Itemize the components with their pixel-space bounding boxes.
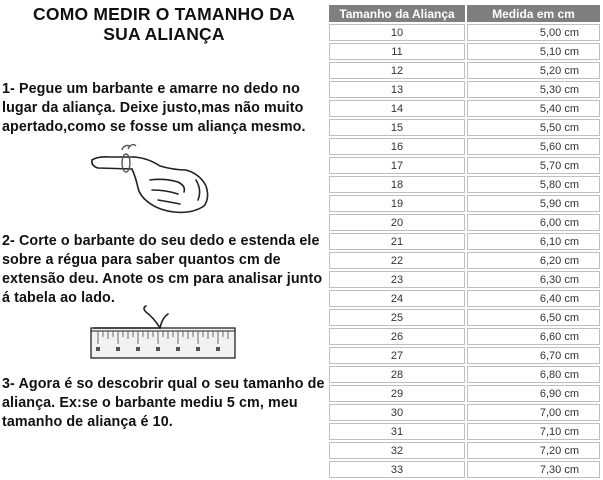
table-row [329,24,600,41]
ring-size-cell: 31 [329,423,465,440]
table-row [329,309,600,326]
table-row [329,214,600,231]
hand-with-string-icon [88,140,238,218]
measure-cm-cell: 6,20 cm [467,252,600,269]
table-row [329,176,600,193]
measure-cm-cell: 6,90 cm [467,385,600,402]
ring-size-cell: 26 [329,328,465,345]
ring-size-cell: 10 [329,24,465,41]
ruler-with-string-icon [88,304,238,362]
table-row [329,252,600,269]
measure-cm-cell: 7,10 cm [467,423,600,440]
ring-size-cell: 13 [329,81,465,98]
table-row [329,100,600,117]
ring-size-cell: 16 [329,138,465,155]
measure-cm-cell: 5,00 cm [467,24,600,41]
ring-size-cell: 29 [329,385,465,402]
ring-size-cell: 14 [329,100,465,117]
measure-cm-cell: 7,00 cm [467,404,600,421]
measure-cm-cell: 5,90 cm [467,195,600,212]
measure-cm-cell: 6,70 cm [467,347,600,364]
table-row [329,138,600,155]
measure-cm-cell: 5,30 cm [467,81,600,98]
step-2-text: 2- Corte o barbante do seu dedo e estenda ele sobre a régua para saber quantos cm de extensão deu. Anote os cm para analisar junto á tabela ao lado. [2,233,323,306]
measure-cm-cell: 5,40 cm [467,100,600,117]
table-header-row [329,5,600,22]
table-row [329,62,600,79]
measure-cm-cell: 5,60 cm [467,138,600,155]
column-header-size: Tamanho da Aliança [329,5,465,22]
ring-size-cell: 24 [329,290,465,307]
measure-cm-cell: 5,50 cm [467,119,600,136]
table-row [329,366,600,383]
ring-size-cell: 15 [329,119,465,136]
table-row [329,233,600,250]
table-row [329,442,600,459]
measure-cm-cell: 6,00 cm [467,214,600,231]
table-row [329,290,600,307]
table-row [329,119,600,136]
table-row [329,423,600,440]
step-1-text: 1- Pegue um barbante e amarre no dedo no lugar da aliança. Deixe justo,mas não muito apertado,como se fosse um aliança mesmo. [2,81,306,135]
table-row [329,195,600,212]
measure-cm-cell: 5,10 cm [467,43,600,60]
ring-size-cell: 25 [329,309,465,326]
measure-cm-cell: 7,30 cm [467,461,600,478]
ring-size-table [327,3,602,480]
table-row [329,385,600,402]
ring-size-cell: 11 [329,43,465,60]
table-row [329,328,600,345]
measure-cm-cell: 6,10 cm [467,233,600,250]
measure-cm-cell: 6,30 cm [467,271,600,288]
measure-cm-cell: 6,50 cm [467,309,600,326]
ring-size-cell: 17 [329,157,465,174]
ring-size-cell: 27 [329,347,465,364]
measure-cm-cell: 6,80 cm [467,366,600,383]
table-row [329,81,600,98]
ring-size-cell: 21 [329,233,465,250]
ring-size-cell: 33 [329,461,465,478]
measure-cm-cell: 5,70 cm [467,157,600,174]
ring-size-cell: 23 [329,271,465,288]
table-row [329,157,600,174]
column-header-measure: Medida em cm [467,5,600,22]
measure-cm-cell: 5,80 cm [467,176,600,193]
ring-size-cell: 32 [329,442,465,459]
ring-size-cell: 28 [329,366,465,383]
table-body [329,24,600,478]
measure-cm-cell: 7,20 cm [467,442,600,459]
measure-cm-cell: 5,20 cm [467,62,600,79]
ring-size-cell: 18 [329,176,465,193]
page-title: COMO MEDIR O TAMANHO DA SUA ALIANÇA [33,4,295,44]
step-3-text: 3- Agora é so descobrir qual o seu tamanho de aliança. Ex:se o barbante mediu 5 cm, meu tamanho de aliança é 10. [2,376,325,430]
table-row [329,43,600,60]
measure-cm-cell: 6,40 cm [467,290,600,307]
ring-size-cell: 20 [329,214,465,231]
ring-size-cell: 12 [329,62,465,79]
table-row [329,271,600,288]
ring-size-cell: 30 [329,404,465,421]
ring-size-cell: 19 [329,195,465,212]
table-row [329,461,600,478]
table-row [329,347,600,364]
measure-cm-cell: 6,60 cm [467,328,600,345]
ring-size-cell: 22 [329,252,465,269]
table-row [329,404,600,421]
